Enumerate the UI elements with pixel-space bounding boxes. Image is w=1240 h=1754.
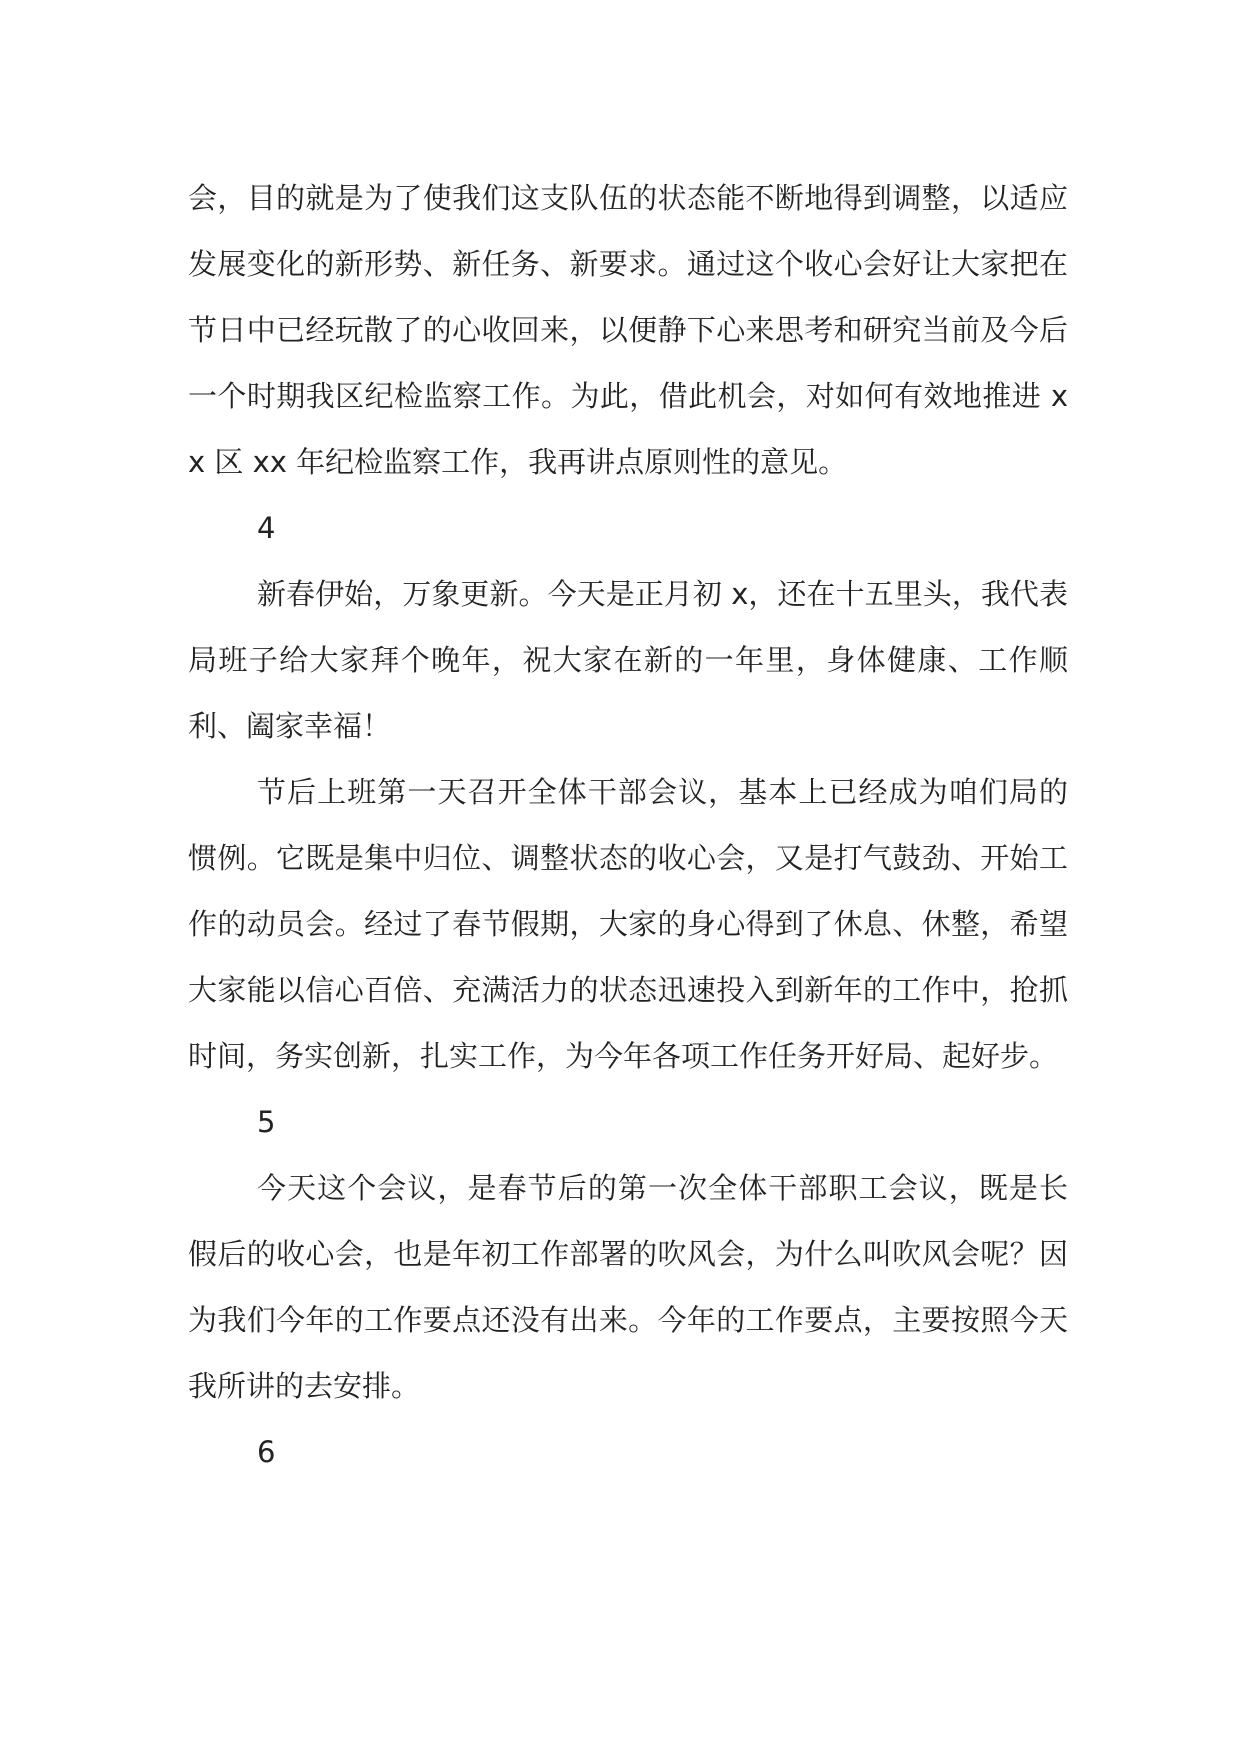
paragraph-new-year-greeting: 新春伊始，万象更新。今天是正月初 x，还在十五里头，我代表局班子给大家拜个晚年，祝大家在新的一年里，身体健康、工作顺利、阖家幸福！ <box>188 577 1068 743</box>
section-number-5: 5 <box>257 1105 276 1139</box>
paragraph-meeting-purpose: 今天这个会议，是春节后的第一次全体干部职工会议，既是长假后的收心会，也是年初工作部署的吹风会，为什么叫吹风会呢？因为我们今年的工作要点还没有出来。今年的工作要点，主要按照今天我所讲的去安排。 <box>188 1171 1068 1403</box>
section-number-4: 4 <box>257 511 276 545</box>
document-body <box>188 165 1068 1485</box>
paragraph-continued: 会，目的就是为了使我们这支队伍的状态能不断地得到调整，以适应发展变化的新形势、新任务、新要求。通过这个收心会好让大家把在节日中已经玩散了的心收回来，以便静下心来思考和研究当前及今后一个时期我区纪检监察工作。为此，借此机会，对如何有效地推进 xx 区 xx 年纪检监察工作，我再讲点原则性的意见。 <box>188 181 1068 479</box>
paragraph-first-day-meeting: 节后上班第一天召开全体干部会议，基本上已经成为咱们局的惯例。它既是集中归位、调整状态的收心会，又是打气鼓劲、开始工作的动员会。经过了春节假期，大家的身心得到了休息、休整，希望大家能以信心百倍、充满活力的状态迅速投入到新年的工作中，抢抓时间，务实创新，扎实工作，为今年各项工作任务开好局、起好步。 <box>188 775 1068 1073</box>
section-number-6: 6 <box>257 1435 276 1469</box>
